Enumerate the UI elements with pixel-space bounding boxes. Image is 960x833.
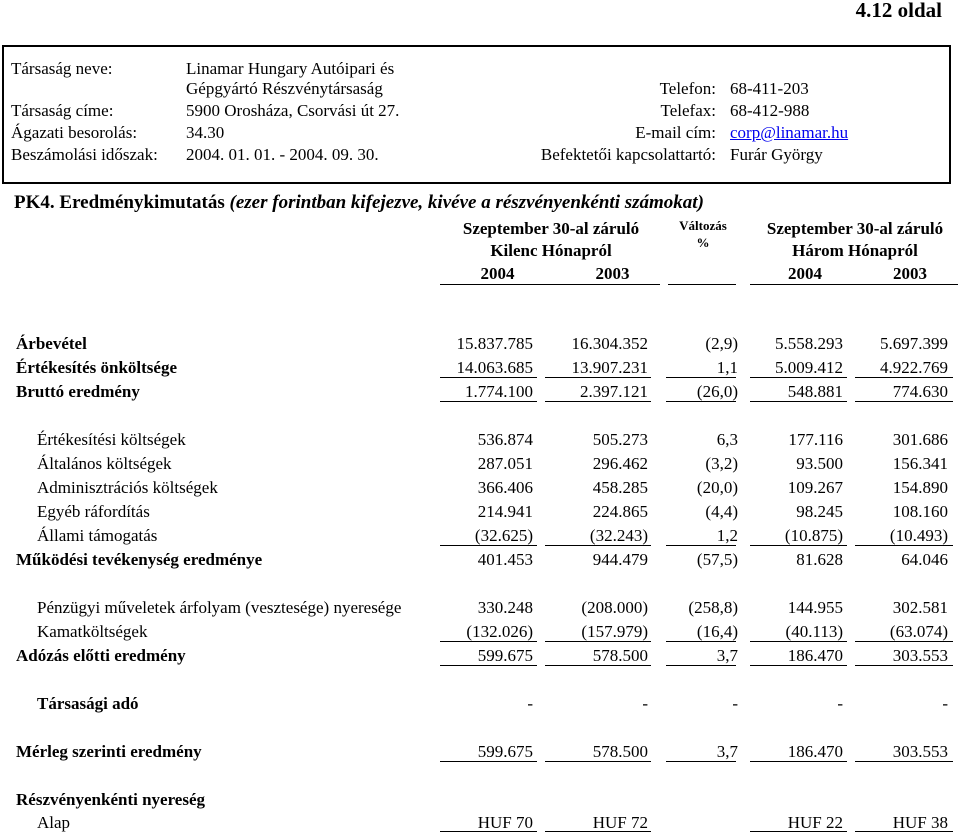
eps-value: HUF 70 (477, 813, 533, 832)
phone-value: 68-411-203 (730, 79, 809, 98)
row-value: (3,2) (705, 454, 738, 473)
row-value: (132.026) (466, 622, 533, 641)
investor-relations-value: Furár György (730, 145, 823, 164)
company-name-line2: Gépgyártó Részvénytársaság (186, 79, 383, 98)
report-subtitle: (ezer forintban kifejezve, kivéve a részvényenkénti számokat) (229, 192, 704, 213)
row-underline (545, 377, 651, 378)
row-value: 302.581 (892, 598, 948, 617)
row-label: Mérleg szerinti eredmény (16, 742, 202, 761)
company-name-label: Társaság neve: (11, 59, 113, 78)
nine-month-header-line1: Szeptember 30-al záruló (462, 219, 640, 238)
row-label: Egyéb ráfordítás (37, 502, 150, 521)
row-value: 578.500 (592, 646, 648, 665)
row-underline (440, 545, 537, 546)
row-underline (750, 545, 847, 546)
row-underline (750, 401, 847, 402)
row-value: (26,0) (696, 382, 738, 401)
three-month-header-line2: Három Hónapról (792, 241, 918, 260)
row-value: 16.304.352 (571, 334, 648, 353)
row-value: (10.493) (889, 526, 948, 545)
row-label: Árbevétel (16, 334, 87, 353)
row-value: 303.553 (892, 742, 948, 761)
row-underline (545, 545, 651, 546)
period-label: Beszámolási időszak: (11, 145, 158, 164)
change-header-line1: Változás (679, 218, 727, 233)
report-title-text: Eredménykimutatás (59, 192, 225, 213)
row-underline (750, 377, 847, 378)
row-value: (258,8) (688, 598, 738, 617)
report-code: PK4. (14, 192, 55, 213)
row-value: 578.500 (592, 742, 648, 761)
row-underline (750, 665, 847, 666)
row-value: 944.479 (592, 550, 648, 569)
row-underline (666, 761, 736, 762)
row-value: 6,3 (716, 430, 738, 449)
fax-label: Telefax: (660, 101, 716, 120)
row-value: 224.865 (592, 502, 648, 521)
row-value: 4.922.769 (880, 358, 948, 377)
year-header: 2003 (595, 264, 630, 283)
row-value: 2.397.121 (580, 382, 648, 401)
row-value: 536.874 (477, 430, 533, 449)
row-label: Általános költségek (37, 454, 172, 473)
row-value: 366.406 (477, 478, 533, 497)
row-value: 93.500 (796, 454, 843, 473)
row-value: 98.245 (796, 502, 843, 521)
header-underline (750, 284, 958, 285)
row-underline (750, 641, 847, 642)
row-value: 81.628 (796, 550, 843, 569)
row-underline (855, 377, 953, 378)
row-underline (545, 665, 651, 666)
row-value: 108.160 (892, 502, 948, 521)
company-address-label: Társaság címe: (11, 101, 114, 120)
row-value: - (642, 694, 648, 713)
row-value: 14.063.685 (456, 358, 533, 377)
sector-value: 34.30 (186, 123, 225, 142)
row-label: Működési tevékenység eredménye (16, 550, 263, 569)
row-underline (666, 665, 736, 666)
sector-label: Ágazati besorolás: (11, 123, 138, 142)
row-underline (440, 377, 537, 378)
row-underline (855, 641, 953, 642)
email-label: E-mail cím: (635, 123, 716, 142)
row-underline (855, 665, 953, 666)
row-value: 3,7 (716, 742, 738, 761)
row-label: Állami támogatás (37, 526, 158, 545)
row-value: 177.116 (788, 430, 843, 449)
eps-underline (855, 831, 953, 832)
row-underline (440, 761, 537, 762)
row-label: Értékesítés önköltsége (16, 358, 178, 377)
row-value: 301.686 (892, 430, 948, 449)
fax-value: 68-412-988 (730, 101, 810, 120)
header-underline (668, 284, 736, 285)
eps-underline (545, 831, 651, 832)
row-underline (666, 641, 736, 642)
row-value: 774.630 (892, 382, 948, 401)
row-value: 3,7 (716, 646, 738, 665)
row-value: 186.470 (787, 646, 843, 665)
row-label: Adózás előtti eredmény (16, 646, 186, 665)
eps-label: Részvényenkénti nyereség (16, 790, 206, 809)
row-label: Bruttó eredmény (16, 382, 140, 401)
row-value: 186.470 (787, 742, 843, 761)
row-value: (2,9) (705, 334, 738, 353)
row-label: Pénzügyi műveletek árfolyam (vesztesége) nyeresége (37, 598, 402, 617)
row-value: 548.881 (787, 382, 843, 401)
row-underline (666, 545, 736, 546)
change-header-line2: % (696, 235, 710, 250)
row-label: Adminisztrációs költségek (37, 478, 218, 497)
row-label: Társasági adó (37, 694, 139, 713)
row-value: 458.285 (592, 478, 648, 497)
row-value: (57,5) (696, 550, 738, 569)
page-number: 4.12 oldal (855, 0, 942, 22)
row-value: 156.341 (892, 454, 948, 473)
row-value: - (732, 694, 738, 713)
row-value: (10.875) (784, 526, 843, 545)
row-underline (545, 401, 651, 402)
company-name-line1: Linamar Hungary Autóipari és (186, 59, 395, 78)
row-value: 214.941 (477, 502, 533, 521)
row-underline (545, 641, 651, 642)
row-value: - (527, 694, 533, 713)
row-value: (16,4) (696, 622, 738, 641)
email-link[interactable]: corp@linamar.hu (730, 123, 849, 142)
row-underline (855, 761, 953, 762)
row-underline (440, 641, 537, 642)
row-value: - (837, 694, 843, 713)
row-underline (750, 761, 847, 762)
row-value: (32.625) (474, 526, 533, 545)
row-underline (440, 401, 537, 402)
row-value: 287.051 (477, 454, 533, 473)
year-header: 2003 (893, 264, 927, 283)
phone-label: Telefon: (659, 79, 716, 98)
row-underline (666, 377, 736, 378)
row-value: 330.248 (477, 598, 533, 617)
period-value: 2004. 01. 01. - 2004. 09. 30. (186, 145, 379, 164)
row-value: (63.074) (889, 622, 948, 641)
row-underline (855, 401, 953, 402)
report-title (14, 193, 704, 212)
year-header: 2004 (480, 264, 515, 283)
row-value: (32.243) (589, 526, 648, 545)
row-value: 599.675 (477, 742, 533, 761)
row-value: 1,2 (716, 526, 738, 545)
row-value: 1.774.100 (465, 382, 533, 401)
eps-basic-label: Alap (37, 813, 71, 832)
year-header: 2004 (788, 264, 822, 283)
eps-value: HUF 38 (892, 813, 948, 832)
row-value: 401.453 (477, 550, 533, 569)
eps-underline (750, 831, 847, 832)
row-value: 154.890 (892, 478, 948, 497)
row-underline (440, 665, 537, 666)
row-value: (4,4) (705, 502, 738, 521)
row-underline (666, 401, 736, 402)
investor-relations-label: Befektetői kapcsolattartó: (540, 145, 716, 164)
row-value: 303.553 (892, 646, 948, 665)
eps-value: HUF 72 (592, 813, 648, 832)
row-value: 64.046 (901, 550, 948, 569)
eps-value: HUF 22 (787, 813, 843, 832)
three-month-header-line1: Szeptember 30-al záruló (766, 219, 944, 238)
row-label: Értékesítési költségek (37, 430, 186, 449)
nine-month-header-line2: Kilenc Hónapról (490, 241, 612, 260)
row-value: (20,0) (696, 478, 738, 497)
row-value: 109.267 (787, 478, 843, 497)
row-value: (208.000) (581, 598, 648, 617)
row-value: 599.675 (477, 646, 533, 665)
row-value: (40.113) (785, 622, 843, 641)
row-value: 13.907.231 (571, 358, 648, 377)
row-value: 505.273 (592, 430, 648, 449)
row-value: - (942, 694, 948, 713)
row-value: 5.558.293 (775, 334, 843, 353)
row-underline (545, 761, 651, 762)
row-underline (855, 545, 953, 546)
row-value: 15.837.785 (456, 334, 533, 353)
row-value: 296.462 (592, 454, 648, 473)
row-value: 1,1 (716, 358, 738, 377)
header-underline (440, 284, 660, 285)
row-value: 5.697.399 (880, 334, 948, 353)
company-address: 5900 Orosháza, Csorvási út 27. (186, 101, 400, 120)
row-value: 5.009.412 (775, 358, 843, 377)
eps-underline (440, 831, 537, 832)
row-value: (157.979) (581, 622, 648, 641)
row-value: 144.955 (787, 598, 843, 617)
row-label: Kamatköltségek (37, 622, 148, 641)
